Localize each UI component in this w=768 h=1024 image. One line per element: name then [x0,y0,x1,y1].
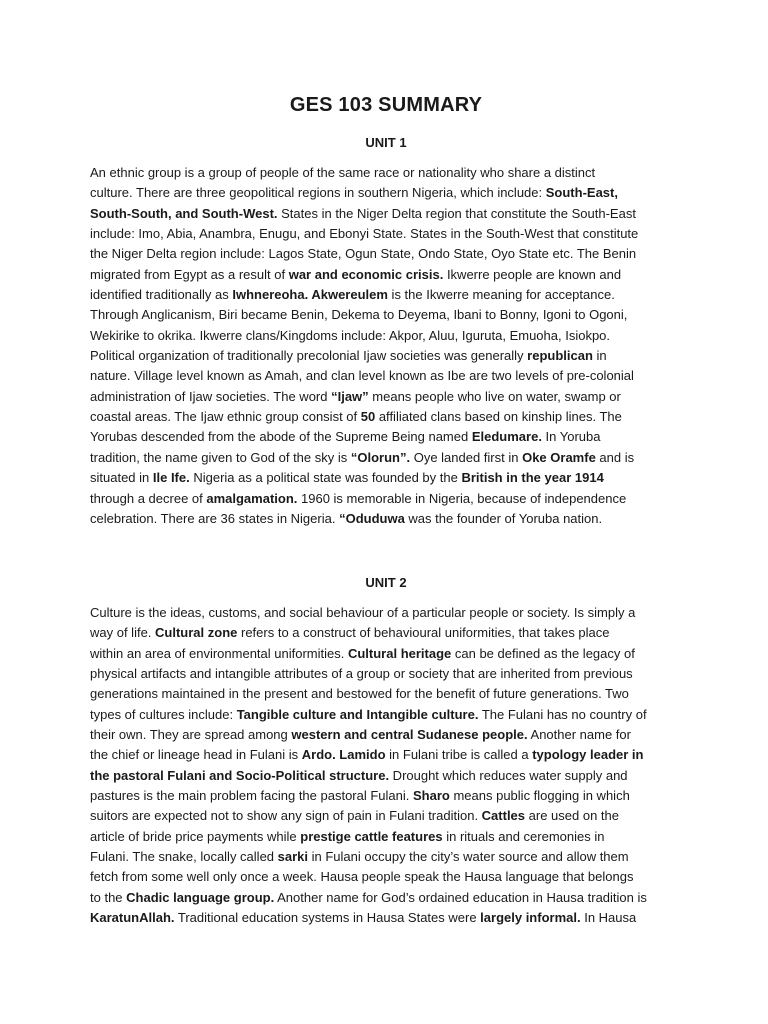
bold-term: war and economic crisis. [288,266,444,282]
bold-term: KaratunAllah. [90,910,175,926]
text-segment: culture. There are three geopolitical regions in southern Nigeria, which include: [90,185,546,201]
text-segment: Yorubas descended from the abode of the Supreme Being named [90,429,472,445]
text-segment: Oye landed first in [410,449,523,465]
bold-term: Iwhnereoha. Akwereulem [232,287,388,303]
bold-term: Oke Oramfe [522,449,596,465]
bold-term: Sharo [413,788,450,804]
bold-term: sarki [277,849,309,865]
unit-2-paragraph [90,603,690,929]
text-segment: In Hausa [580,910,637,926]
bold-term: 50 [360,409,376,425]
text-segment: suitors are expected not to show any sign of pain in Fulani tradition. [90,808,482,824]
text-segment: Another name for God’s ordained education in Hausa tradition is [274,889,647,905]
text-segment: article of bride price payments while [90,828,301,844]
text-line [90,244,690,264]
text-line [90,644,690,664]
text-line [90,664,690,684]
text-line [90,305,690,325]
text-line [90,489,690,509]
text-segment: Through Anglicanism, Biri became Benin, Dekema to Deyema, Ibani to Bonny, Igoni to Ogoni, [90,307,628,323]
bold-term: “Olorun”. [350,449,411,465]
bold-term: South-South, and South-West. [90,205,278,221]
text-line [90,346,690,366]
text-line [90,285,690,305]
text-segment: migrated from Egypt as a result of [90,266,289,282]
text-segment: Culture is the ideas, customs, and social behaviour of a particular people or society. Is simply a [90,605,636,620]
bold-term: typology leader in [532,747,644,763]
bold-term: republican [527,348,593,364]
bold-term: British in the year 1914 [461,470,604,486]
text-segment: An ethnic group is a group of people of the same race or nationality who share a distinct [90,165,596,180]
text-line [90,745,690,765]
text-segment: tradition, the name given to God of the sky is [90,449,351,465]
text-segment: pastures is the main problem facing the pastoral Fulani. [90,788,414,804]
text-line [90,786,690,806]
bold-term: the pastoral Fulani and Socio-Political structure. [90,767,390,783]
text-segment: and is [595,449,635,465]
text-segment: Wekirike to okrika. Ikwerre clans/Kingdoms include: Akpor, Aluu, Iguruta, Emuoha, Isiokpo. [90,327,611,343]
text-segment: physical artifacts and intangible attributes of a group or society that are inherited from previous [90,666,633,682]
text-line [90,163,690,183]
text-segment: in [592,348,607,364]
text-segment: Drought which reduces water supply and [389,767,628,783]
text-segment: through a decree of [90,490,207,506]
text-line [90,684,690,704]
text-segment: affiliated clans based on kinship lines. The [375,409,622,425]
text-line [90,908,690,928]
bold-term: “Oduduwa [339,510,405,526]
bold-term: Cattles [481,808,526,824]
bold-term: South-East, [545,185,618,201]
text-segment: in Fulani tribe is called a [385,747,533,763]
text-line [90,448,690,468]
text-segment: Traditional education systems in Hausa States were [174,910,481,926]
text-segment: refers to a construct of behavioural uniformities, that takes place [237,625,610,641]
text-segment: situated in [90,470,153,486]
text-segment: In Yoruba [541,429,601,445]
text-line [90,888,690,908]
text-segment: include: Imo, Abia, Anambra, Enugu, and Ebonyi State. States in the South-West that constitute [90,226,639,242]
text-line [90,224,690,244]
text-segment: generations maintained in the present and bestowed for the benefit of future generations. Two [90,686,629,702]
text-line [90,366,690,386]
text-segment: way of life. [90,625,156,641]
text-line [90,705,690,725]
text-segment: types of cultures include: [90,706,237,722]
bold-term: Eledumare. [471,429,542,445]
bold-term: Cultural zone [155,625,238,641]
text-line [90,623,690,643]
text-line [90,183,690,203]
text-segment: celebration. There are 36 states in Nigeria. [90,510,340,526]
text-segment: coastal areas. The Ijaw ethnic group consist of [90,409,361,425]
text-segment: Political organization of traditionally precolonial Ijaw societies was generally [90,348,528,364]
bold-term: amalgamation. [206,490,298,506]
unit-1-heading: UNIT 1 [365,135,407,150]
text-line [90,603,690,623]
text-line [90,509,690,529]
text-line [90,827,690,847]
text-segment: can be defined as the legacy of [451,645,635,661]
text-segment: are used on the [525,808,619,824]
text-line [90,204,690,224]
text-segment: means people who live on water, swamp or [368,388,621,404]
bold-term: Tangible culture and Intangible culture. [236,706,479,722]
page-title: GES 103 SUMMARY [289,94,483,116]
unit-1-paragraph [90,163,690,529]
text-line [90,725,690,745]
text-line [90,387,690,407]
bold-term: Cultural heritage [347,645,452,661]
text-line [90,766,690,786]
text-line [90,468,690,488]
text-segment: means public flogging in which [449,788,630,804]
text-line [90,326,690,346]
text-line [90,407,690,427]
bold-term: Chadic language group. [126,889,275,905]
text-segment: fetch from some well only once a week. Hausa people speak the Hausa language that belongs [90,869,634,885]
text-segment: administration of Ijaw societies. The word [90,388,332,404]
text-segment: nature. Village level known as Amah, and clan level known as Ibe are two levels of pre-colonial [90,368,634,384]
text-segment: is the Ikwerre meaning for acceptance. [387,287,615,303]
text-segment: 1960 is memorable in Nigeria, because of independence [297,490,627,506]
bold-term: Ardo. Lamido [301,747,386,763]
bold-term: western and central Sudanese people. [291,727,528,743]
text-segment: in rituals and ceremonies in [442,828,605,844]
text-segment: Nigeria as a political state was founded by the [189,470,462,486]
bold-term: Ile Ife. [152,470,190,486]
text-segment: Another name for [527,727,631,743]
bold-term: “Ijaw” [331,388,369,404]
bold-term: largely informal. [480,910,581,926]
text-segment: was the founder of Yoruba nation. [404,510,603,526]
text-line [90,847,690,867]
text-segment: to the [90,889,127,905]
text-segment: the chief or lineage head in Fulani is [90,747,302,763]
text-segment: The Fulani has no country of [478,706,647,722]
text-segment: within an area of environmental uniformities. [90,645,348,661]
bold-term: prestige cattle features [300,828,443,844]
unit-2-heading: UNIT 2 [365,575,407,590]
text-segment: identified traditionally as [90,287,233,303]
text-line [90,867,690,887]
text-segment: Fulani. The snake, locally called [90,849,278,865]
text-segment: the Niger Delta region include: Lagos State, Ogun State, Ondo State, Oyo State etc. The Benin [90,246,637,262]
text-line [90,265,690,285]
text-line [90,427,690,447]
text-segment: States in the Niger Delta region that constitute the South-East [277,205,636,221]
text-segment: in Fulani occupy the city’s water source and allow them [308,849,629,865]
text-segment: Ikwerre people are known and [443,266,622,282]
text-line [90,806,690,826]
text-segment: their own. They are spread among [90,727,292,743]
